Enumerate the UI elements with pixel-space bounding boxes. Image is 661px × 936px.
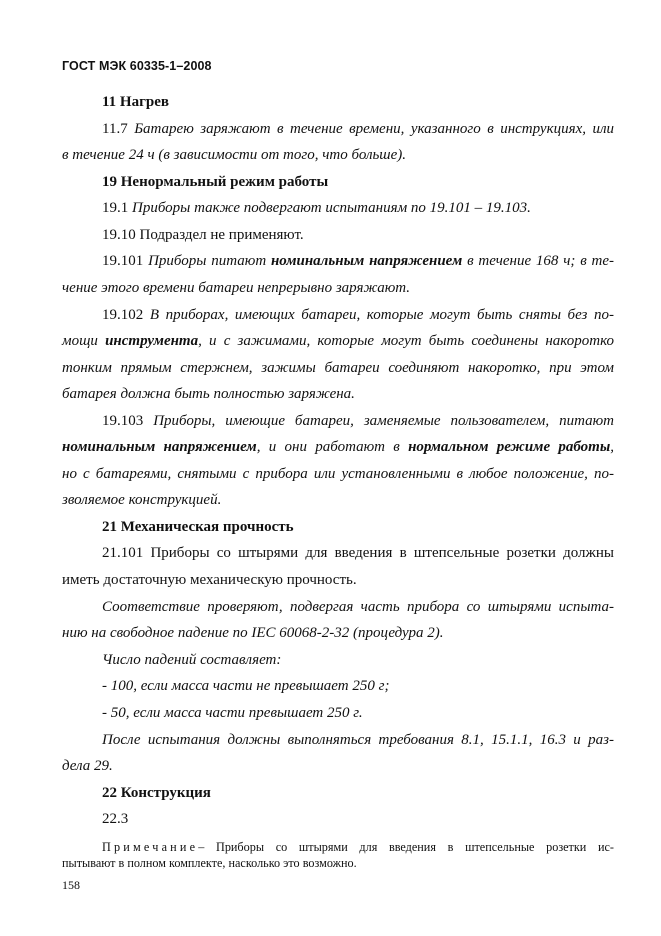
para-19-103-line4 [62, 491, 614, 509]
para-19-102-line1 [102, 306, 614, 324]
document-header: ГОСТ МЭК 60335-1–2008 [62, 59, 212, 73]
para-19-102-line2 [62, 332, 614, 350]
para-text: но с батареями, снятыми с прибора или установленными в любое положение, по- [62, 466, 614, 482]
clause-number: 19.1 [102, 200, 129, 216]
defined-term: номинальным напряжением [270, 253, 463, 269]
compliance-line2 [62, 624, 614, 642]
compliance-line3 [102, 651, 614, 669]
compliance-line5 [102, 704, 614, 722]
para-22-3: 22.3 [102, 811, 129, 827]
para-11-7-line1 [102, 120, 614, 138]
defined-term: номинальным напряжением [62, 439, 257, 455]
para-text: в течение 24 ч (в зависимости от того, что больше). [62, 147, 407, 163]
para-19-101-line2 [62, 279, 614, 297]
note-label: Примечание [102, 840, 199, 854]
para-19-103-line3 [62, 465, 614, 483]
para-text: дела 29. [62, 758, 113, 774]
note-line1 [102, 840, 614, 855]
para-text: Батарею заряжают в течение времени, указанного в инструкциях, или [134, 121, 615, 137]
para-text: - 50, если масса части превышает 250 г. [102, 705, 363, 721]
defined-term: нормальном режиме работы [408, 439, 611, 455]
para-19-102-line3 [62, 359, 614, 377]
para-text: Число падений составляет: [102, 652, 282, 668]
para-11-7-line2 [62, 146, 614, 164]
para-19-101-line1 [102, 252, 614, 270]
section-11-title: 11 Нагрев [102, 94, 170, 110]
clause-number: 19.101 [102, 253, 144, 269]
page-number: 158 [62, 878, 80, 892]
para-text: нию на свободное падение по IEC 60068-2-32 (процедура 2). [62, 625, 444, 641]
compliance-line1 [102, 598, 614, 616]
compliance-line4 [102, 677, 614, 695]
para-text: мощи [62, 333, 98, 349]
defined-term: инструмента [105, 333, 199, 349]
compliance-line7 [62, 757, 614, 775]
para-text: - 100, если масса части не превышает 250 г; [102, 678, 390, 694]
para-19-10: 19.10 Подраздел не применяют. [102, 227, 304, 243]
note-text: – Приборы со штырями для введения в штепсельные розетки ис- [198, 840, 614, 854]
para-text: , и с зажимами, которые могут быть соединены накоротко [198, 333, 615, 349]
para-21-101-line1: 21.101 Приборы со штырями для введения в штепсельные розетки должны [102, 545, 614, 561]
section-19-title: 19 Ненормальный режим работы [102, 174, 329, 190]
para-text: тонким прямым стержнем, зажимы батареи соединяют накоротко, при этом [62, 360, 614, 376]
compliance-line6 [102, 731, 614, 749]
para-text: После испытания должны выполняться требования 8.1, 15.1.1, 16.3 и раз- [102, 732, 614, 748]
para-text: зволяемое конструкцией. [62, 492, 222, 508]
section-21-title: 21 Механическая прочность [102, 519, 294, 535]
para-text: чение этого времени батареи непрерывно заряжают. [62, 280, 411, 296]
note-line2: пытывают в полном комплекте, насколько это возможно. [62, 856, 357, 870]
para-text: батарея должна быть полностью заряжена. [62, 386, 355, 402]
para-text: Соответствие проверяют, подвергая часть прибора со штырями испыта- [102, 599, 614, 615]
para-text: Приборы, имеющие батареи, заменяемые пользователем, питают [153, 413, 614, 429]
para-text: Приборы также подвергают испытаниям по 19.101 – 19.103. [132, 200, 531, 216]
para-text: , и они работают в [256, 439, 400, 455]
para-text: в течение 168 ч; в те- [467, 253, 615, 269]
section-22-title: 22 Конструкция [102, 785, 211, 801]
para-text: , [610, 439, 614, 455]
para-19-102-line4 [62, 385, 614, 403]
clause-number: 19.102 [102, 307, 144, 323]
clause-number: 11.7 [102, 121, 128, 137]
para-21-101-line2: иметь достаточную механическую прочность. [62, 572, 357, 588]
para-19-103-line1 [102, 412, 614, 430]
para-19-1 [102, 199, 614, 217]
para-text: В приборах, имеющих батареи, которые могут быть сняты без по- [149, 307, 614, 323]
clause-number: 19.103 [102, 413, 144, 429]
para-text: Приборы питают [148, 253, 267, 269]
para-19-103-line2 [62, 438, 614, 456]
